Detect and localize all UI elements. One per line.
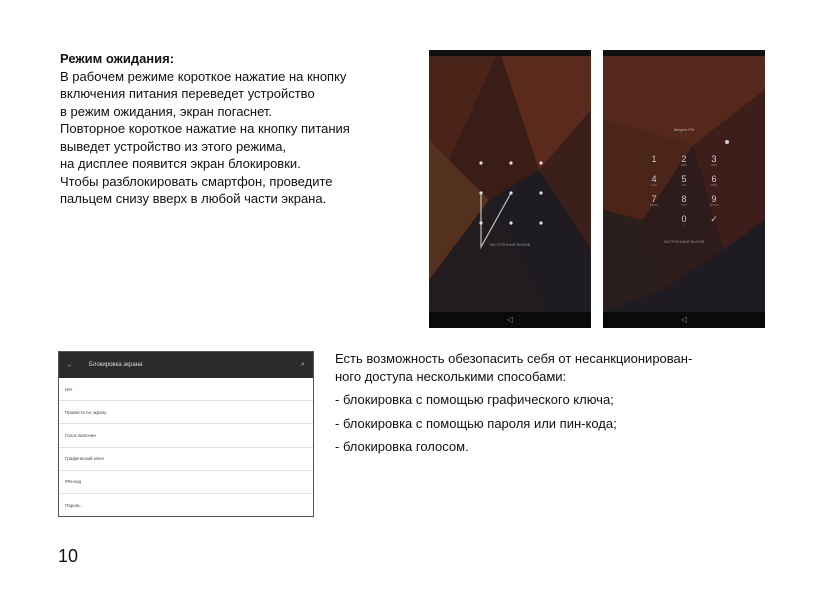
nav-back-icon[interactable]: ◁ — [603, 312, 765, 328]
settings-title: Блокировка экрана — [89, 362, 143, 368]
status-bar — [603, 50, 765, 56]
key-2[interactable]: 2 ABC — [680, 154, 688, 167]
lock-option-password[interactable]: Пароль — [65, 503, 81, 509]
lock-option-pin[interactable]: PIN-код — [59, 471, 313, 494]
key-9[interactable]: 9 WXYZ — [709, 194, 719, 207]
pattern-dot[interactable] — [539, 191, 542, 194]
screen-lock-settings-screenshot — [58, 351, 314, 517]
standby-line: в режим ожидания, экран погаснет. — [60, 103, 273, 119]
security-section — [335, 350, 785, 462]
wallpaper — [603, 50, 765, 328]
pattern-grid[interactable] — [429, 50, 591, 328]
key-0[interactable]: 0 + — [681, 214, 687, 227]
pattern-dot[interactable] — [479, 161, 482, 164]
pattern-dot[interactable] — [509, 161, 512, 164]
lock-option-voice[interactable]: Голос включен — [59, 424, 313, 447]
emergency-call-link[interactable]: ЭКСТРЕННЫЙ ВЫЗОВ — [489, 243, 531, 247]
backspace-icon[interactable] — [725, 140, 729, 144]
key-8[interactable]: 8 TUV — [681, 194, 687, 207]
back-arrow-icon[interactable]: ← — [66, 361, 74, 369]
settings-toolbar — [59, 352, 313, 378]
pattern-dot[interactable] — [479, 191, 482, 194]
standby-section — [60, 50, 425, 208]
security-method-item: - блокировка голосом. — [335, 439, 469, 454]
pattern-dot[interactable] — [479, 221, 482, 224]
pattern-dot[interactable] — [539, 161, 542, 164]
lock-option-pattern[interactable]: Графический ключ — [59, 448, 313, 471]
key-4[interactable]: 4 GHI — [651, 174, 657, 187]
key-6[interactable]: 6 MNO — [710, 174, 718, 187]
standby-line: пальцем снизу вверх в любой части экрана. — [60, 191, 327, 206]
security-method-item: - блокировка с помощью пароля или пин-кода; — [335, 415, 617, 431]
standby-line: включения питания переведет устройство — [60, 86, 315, 101]
standby-heading: Режим ожидания: — [60, 51, 175, 66]
standby-line: на дисплее появится экран блокировки. — [60, 156, 301, 171]
security-method-item: - блокировка с помощью графического ключа; — [335, 392, 614, 407]
key-1[interactable]: 1 — [651, 154, 657, 164]
confirm-key[interactable]: ✓ — [710, 214, 718, 224]
pin-lock-screenshot — [603, 50, 765, 328]
standby-line: Чтобы разблокировать смартфон, проведите — [60, 173, 333, 189]
standby-line: выведет устройство из этого режима, — [60, 138, 287, 154]
security-intro-line: ного доступа несколькими способами: — [335, 368, 567, 384]
key-3[interactable]: 3 DEF — [711, 154, 717, 167]
lock-option-swipe[interactable]: Провести по экрану — [59, 401, 313, 424]
nav-back-icon[interactable]: ◁ — [429, 312, 591, 328]
key-5[interactable]: 5 JKL — [681, 174, 687, 187]
standby-line: В рабочем режиме короткое нажатие на кнопку — [60, 68, 347, 84]
standby-line: Повторное короткое нажатие на кнопку питания — [60, 121, 350, 136]
pattern-dot[interactable] — [509, 221, 512, 224]
pattern-dot[interactable] — [509, 191, 512, 194]
page-number: 10 — [58, 546, 79, 566]
emergency-call-link[interactable]: ЭКСТРЕННЫЙ ВЫЗОВ — [663, 240, 705, 244]
lock-option-none[interactable]: Нет — [59, 378, 313, 401]
search-icon[interactable]: ⌕ — [301, 361, 305, 368]
key-7[interactable]: 7 PQRS — [649, 194, 659, 207]
pattern-lock-screenshot — [429, 50, 591, 328]
pin-prompt: Введите PIN — [673, 128, 695, 132]
security-intro-line: Есть возможность обезопасить себя от несанкционирован- — [335, 351, 693, 366]
pattern-dot[interactable] — [539, 221, 542, 224]
